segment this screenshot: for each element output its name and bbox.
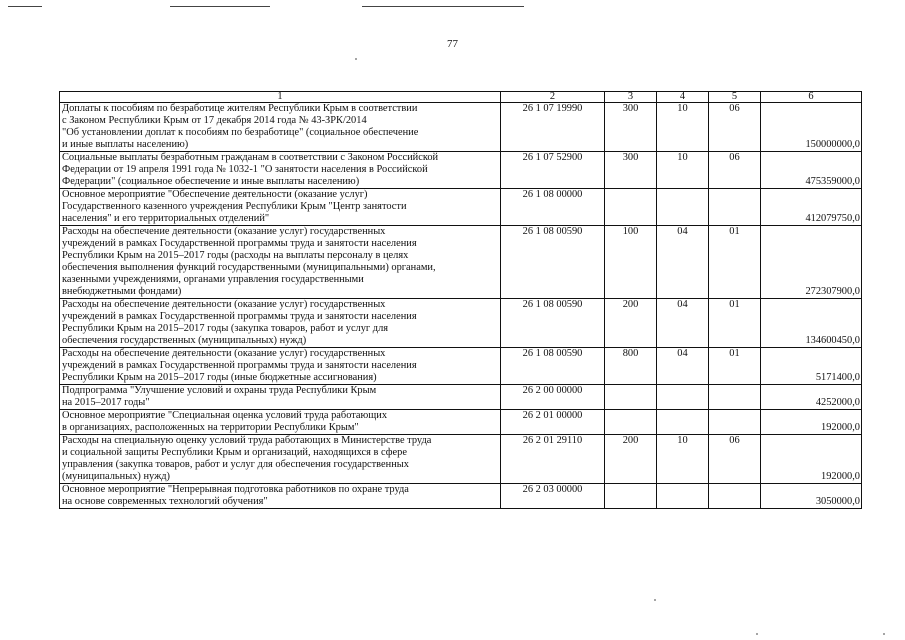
section [657, 410, 709, 435]
amount: 272307900,0 [761, 226, 862, 299]
header-row [60, 92, 862, 103]
table-row [60, 226, 862, 299]
subsection [709, 189, 761, 226]
section: 04 [657, 226, 709, 299]
description-line: внебюджетными фондами) [62, 286, 182, 297]
row-description [60, 410, 501, 435]
description-line: Федерации" (социальное обеспечение и иные выплаты населению) [62, 176, 360, 187]
amount: 412079750,0 [761, 189, 862, 226]
description-line: Расходы на обеспечение деятельности (оказание услуг) государственных [62, 299, 386, 310]
page-number: 77 [447, 38, 458, 50]
description-line: учреждений в рамках Государственной программы труда и занятости населения [62, 238, 417, 249]
subsection [709, 385, 761, 410]
section: 10 [657, 103, 709, 152]
amount: 4252000,0 [761, 385, 862, 410]
expense-type [605, 385, 657, 410]
description-line: Доплаты к пособиям по безработице жителям Республики Крым в соответствии [62, 103, 418, 114]
budget-code: 26 2 01 29110 [501, 435, 605, 484]
header-cell-4: 4 [657, 92, 709, 103]
row-description [60, 299, 501, 348]
budget-code: 26 1 08 00590 [501, 299, 605, 348]
section: 10 [657, 152, 709, 189]
expense-type: 300 [605, 103, 657, 152]
top-rule-left [8, 6, 42, 7]
table-row [60, 410, 862, 435]
description-line: Социальные выплаты безработным гражданам в соответствии с Законом Российской [62, 152, 439, 163]
row-description [60, 348, 501, 385]
description-line: на основе современных технологий обучения" [62, 496, 268, 507]
budget-code: 26 1 08 00590 [501, 348, 605, 385]
row-description [60, 103, 501, 152]
expense-type: 200 [605, 299, 657, 348]
subsection [709, 484, 761, 509]
budget-code: 26 2 00 00000 [501, 385, 605, 410]
description-line: населения" и его территориальных отделений" [62, 213, 270, 224]
expense-type [605, 484, 657, 509]
top-rule-right [362, 6, 524, 7]
subsection: 01 [709, 226, 761, 299]
description-line: Расходы на специальную оценку условий труда работающих в Министерстве труда [62, 435, 432, 446]
row-description [60, 435, 501, 484]
description-line: Республики Крым на 2015–2017 годы (расходы на выплаты персоналу в целях [62, 250, 409, 261]
header-cell-3: 3 [605, 92, 657, 103]
row-description [60, 226, 501, 299]
amount: 3050000,0 [761, 484, 862, 509]
amount: 5171400,0 [761, 348, 862, 385]
subsection: 06 [709, 152, 761, 189]
amount: 134600450,0 [761, 299, 862, 348]
table-row [60, 435, 862, 484]
description-line: Расходы на обеспечение деятельности (оказание услуг) государственных [62, 348, 386, 359]
amount: 475359000,0 [761, 152, 862, 189]
top-rule-middle [170, 6, 270, 7]
section: 04 [657, 348, 709, 385]
section [657, 189, 709, 226]
header-cell-5: 5 [709, 92, 761, 103]
table-body [60, 103, 862, 509]
expense-type: 800 [605, 348, 657, 385]
expense-type: 200 [605, 435, 657, 484]
subsection [709, 410, 761, 435]
budget-code: 26 1 07 19990 [501, 103, 605, 152]
description-line: учреждений в рамках Государственной программы труда и занятости населения [62, 360, 417, 371]
budget-code: 26 1 07 52900 [501, 152, 605, 189]
subsection: 06 [709, 435, 761, 484]
table-row [60, 189, 862, 226]
section: 04 [657, 299, 709, 348]
subsection: 01 [709, 299, 761, 348]
amount: 150000000,0 [761, 103, 862, 152]
row-description [60, 484, 501, 509]
description-line: казенными учреждениями, органами управления государственными [62, 274, 364, 285]
section: 10 [657, 435, 709, 484]
subsection: 06 [709, 103, 761, 152]
budget-code: 26 2 03 00000 [501, 484, 605, 509]
budget-code: 26 1 08 00590 [501, 226, 605, 299]
budget-code: 26 1 08 00000 [501, 189, 605, 226]
budget-code: 26 2 01 00000 [501, 410, 605, 435]
header-cell-2: 2 [501, 92, 605, 103]
row-description [60, 385, 501, 410]
description-line: Основное мероприятие "Специальная оценка условий труда работающих [62, 410, 388, 421]
description-line: управления (закупка товаров, работ и услуг для обеспечения государственных [62, 459, 409, 470]
subsection: 01 [709, 348, 761, 385]
expense-type: 100 [605, 226, 657, 299]
table-row [60, 484, 862, 509]
budget-table [59, 91, 862, 509]
description-line: Государственного казенного учреждения Республики Крым "Центр занятости [62, 201, 407, 212]
description-line: учреждений в рамках Государственной программы труда и занятости населения [62, 311, 417, 322]
description-line: в организациях, расположенных на территории Республики Крым" [62, 422, 359, 433]
description-line: и социальной защиты Республики Крым и организаций, находящихся в сфере [62, 447, 407, 458]
description-line: Основное мероприятие "Обеспечение деятельности (оказание услуг) [62, 189, 368, 200]
table-row [60, 299, 862, 348]
description-line: обеспечения выполнения функций государственными (муниципальными) органами, [62, 262, 436, 273]
description-line: Подпрограмма "Улучшение условий и охраны труда Республики Крым [62, 385, 377, 396]
table-row [60, 103, 862, 152]
scan-speck [756, 633, 758, 635]
description-line: Основное мероприятие "Непрерывная подготовка работников по охране труда [62, 484, 409, 495]
description-line: "Об установлении доплат к пособиям по безработице" (социальное обеспечение [62, 127, 419, 138]
section [657, 484, 709, 509]
amount: 192000,0 [761, 410, 862, 435]
expense-type [605, 410, 657, 435]
header-cell-6: 6 [761, 92, 862, 103]
description-line: (муниципальных) нужд) [62, 471, 171, 482]
header-cell-1: 1 [60, 92, 501, 103]
row-description [60, 152, 501, 189]
amount: 192000,0 [761, 435, 862, 484]
scan-speck [355, 58, 357, 60]
scan-speck [654, 599, 656, 601]
description-line: обеспечения государственных (муниципальных) нужд) [62, 335, 307, 346]
expense-type [605, 189, 657, 226]
description-line: на 2015–2017 годы" [62, 397, 150, 408]
description-line: и иные выплаты населению) [62, 139, 189, 150]
description-line: Республики Крым на 2015–2017 годы (закупка товаров, работ и услуг для [62, 323, 389, 334]
table-row [60, 348, 862, 385]
expense-type: 300 [605, 152, 657, 189]
table-row [60, 152, 862, 189]
description-line: Расходы на обеспечение деятельности (оказание услуг) государственных [62, 226, 386, 237]
section [657, 385, 709, 410]
description-line: Федерации от 19 апреля 1991 года № 1032-1 "О занятости населения в Российской [62, 164, 428, 175]
description-line: с Законом Республики Крым от 17 декабря 2014 года № 43-ЗРК/2014 [62, 115, 367, 126]
row-description [60, 189, 501, 226]
description-line: Республики Крым на 2015–2017 годы (иные бюджетные ассигнования) [62, 372, 377, 383]
table-row [60, 385, 862, 410]
scan-speck [883, 633, 885, 635]
